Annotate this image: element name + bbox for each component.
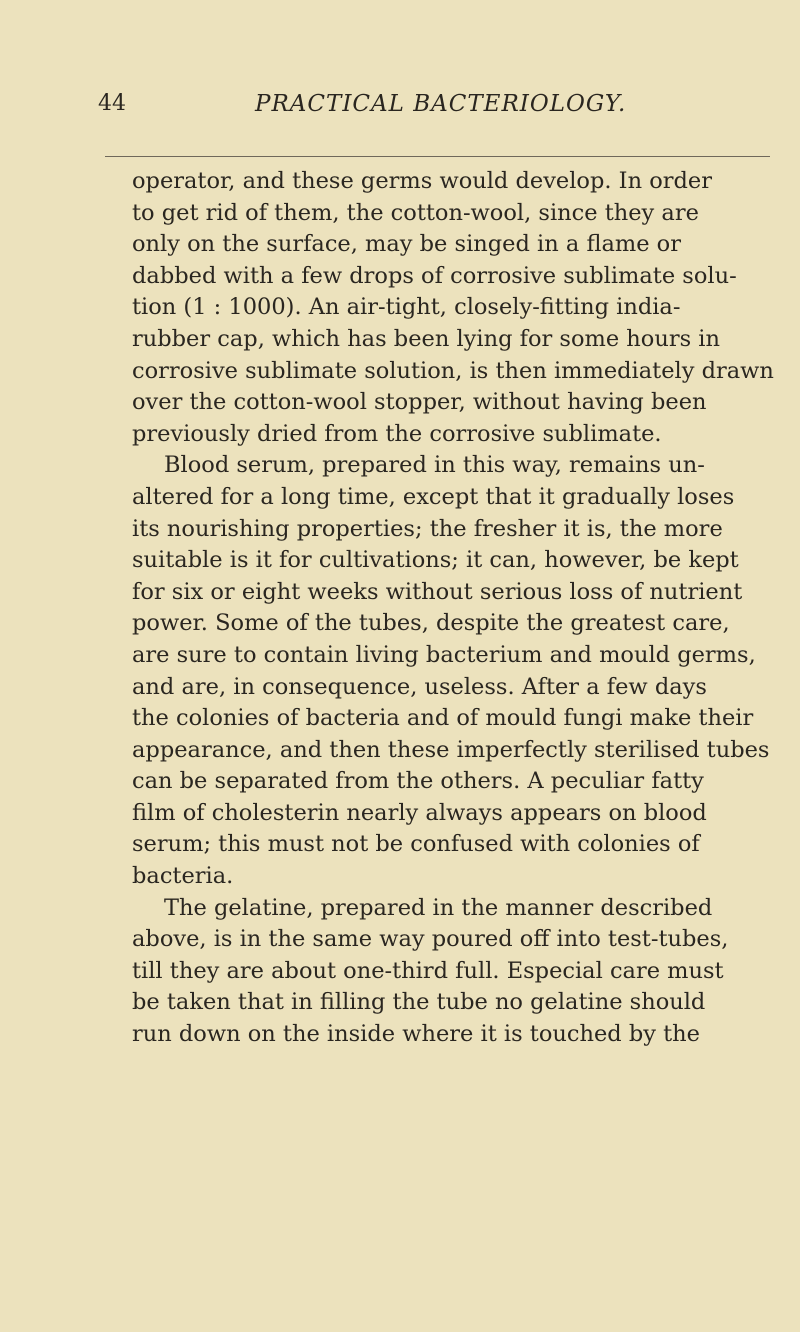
paragraph-start-line: Blood serum, prepared in this way, remains un- [164, 452, 705, 479]
text-line: be taken that in filling the tube no gelatine should [132, 989, 706, 1016]
paragraph-start-line: The gelatine, prepared in the manner described [164, 894, 713, 921]
text-line: rubber cap, which has been lying for some hours in [132, 325, 720, 352]
text-line: for six or eight weeks without serious loss of nutrient [132, 578, 743, 605]
text-line: till they are about one-third full. Especial care must [132, 957, 724, 984]
text-line: film of cholesterin nearly always appears on blood [132, 799, 707, 826]
text-line: and are, in consequence, useless. After a few days [132, 673, 707, 700]
text-line: suitable is it for cultivations; it can, however, be kept [132, 547, 739, 574]
text-line: bacteria. [132, 863, 234, 890]
running-head: PRACTICAL BACTERIOLOGY. [255, 91, 627, 117]
text-line: appearance, and then these imperfectly sterilised tubes [132, 736, 770, 763]
text-line: altered for a long time, except that it gradually loses [132, 483, 735, 510]
text-line: to get rid of them, the cotton-wool, since they are [132, 199, 699, 226]
text-line: corrosive sublimate solution, is then immediately drawn [132, 357, 774, 384]
body-text [132, 166, 792, 1051]
text-line: over the cotton-wool stopper, without having been [132, 389, 707, 416]
text-line: can be separated from the others. A peculiar fatty [132, 768, 704, 795]
text-line: run down on the inside where it is touched by the [132, 1021, 700, 1048]
text-line: the colonies of bacteria and of mould fungi make their [132, 705, 754, 732]
text-line: operator, and these germs would develop. In order [132, 168, 712, 194]
text-line: power. Some of the tubes, despite the greatest care, [132, 610, 730, 637]
text-line: its nourishing properties; the fresher it is, the more [132, 515, 723, 542]
text-line: above, is in the same way poured off into test-tubes, [132, 926, 729, 953]
text-line: only on the surface, may be singed in a flame or [132, 231, 681, 258]
text-line: tion (1 : 1000). An air-tight, closely-fitting india- [132, 294, 681, 321]
page-header [0, 84, 800, 124]
text-line: dabbed with a few drops of corrosive sublimate solu- [132, 262, 737, 289]
text-line: are sure to contain living bacterium and mould germs, [132, 641, 756, 668]
page-number: 44 [98, 91, 126, 116]
text-line: previously dried from the corrosive sublimate. [132, 420, 662, 447]
header-rule [105, 156, 770, 157]
text-line: serum; this must not be confused with colonies of [132, 831, 700, 858]
